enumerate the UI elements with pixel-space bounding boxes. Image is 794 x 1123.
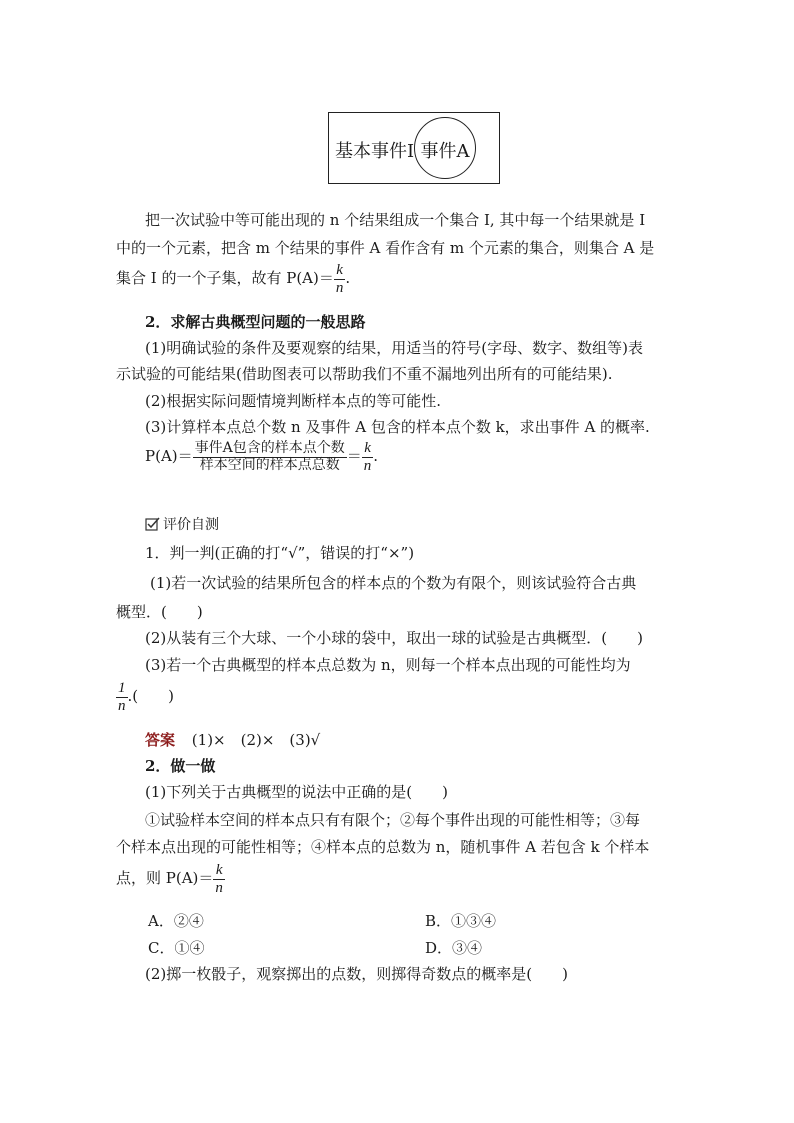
inner-event-label: 事件A [420, 141, 470, 162]
event-circle [414, 117, 476, 179]
q2-fraction-denominator: n [215, 879, 223, 896]
formula-n: n [363, 457, 372, 474]
q1-3-line-2 [116, 680, 174, 714]
q1-heading: 1．判一判(正确的打“√”，错误的打“×”) [145, 544, 415, 562]
q1-3-line-1: (3)若一个古典概型的样本点总数为 n，则每一个样本点出现的可能性均为 [145, 656, 631, 674]
step-1-line-1: (1)明确试验的条件及要观察的结果，用适当的符号(字母、数字、数组等)表 [145, 339, 643, 357]
intro-line-1: 把一次试验中等可能出现的 n 个结果组成一个集合 I, 其中每一个结果就是 I [145, 211, 646, 229]
one-over-n-fraction [116, 680, 128, 714]
option-d: D．③④ [425, 939, 483, 957]
self-test-text: 评价自测 [163, 517, 219, 533]
answer-label: 答案 [145, 731, 176, 749]
outer-set-label: 基本事件I [335, 141, 415, 162]
intro-line-3-prefix: 集合 I 的一个子集，故有 P(A)＝ [116, 269, 334, 287]
q2-1: (1)下列关于古典概型的说法中正确的是( ) [145, 783, 448, 801]
q2-fraction-numerator: k [213, 862, 225, 880]
formula-suffix: . [373, 447, 379, 465]
section-2-heading: 2．求解古典概型问题的一般思路 [145, 313, 366, 331]
formula-k-over-n [362, 440, 374, 474]
q1-2: (2)从装有三个大球、一个小球的袋中，取出一球的试验是古典概型．( ) [145, 629, 643, 647]
q2-heading: 2．做一做 [145, 757, 216, 775]
k-over-n-fraction [334, 262, 346, 296]
intro-line-3-suffix: . [345, 269, 351, 287]
probability-formula [145, 440, 378, 474]
option-c: C．①④ [148, 939, 205, 957]
fraction-denominator: n [335, 279, 344, 296]
formula-numerator: 事件A包含的样本点个数 [194, 440, 345, 457]
q1-1-line-2: 概型．( ) [116, 603, 203, 621]
formula-prefix: P(A)＝ [145, 447, 193, 465]
q1-1-line-1: (1)若一次试验的结果所包含的样本点的个数为有限个，则该试验符合古典 [150, 574, 637, 592]
venn-diagram [328, 112, 500, 184]
formula-main-fraction [193, 441, 347, 473]
one-numerator: 1 [118, 680, 126, 696]
answer-line [145, 729, 320, 750]
intro-line-2: 中的一个元素，把含 m 个结果的事件 A 看作含有 m 个元素的集合，则集合 A 是 [116, 239, 655, 257]
q2-1-body-1: ①试验样本空间的样本点只有有限个；②每个事件出现的可能性相等；③每 [145, 811, 641, 829]
q2-2: (2)掷一枚骰子，观察掷出的点数，则掷得奇数点的概率是( ) [145, 965, 568, 983]
n-denominator: n [118, 697, 126, 714]
q1-3-suffix: .( ) [127, 687, 174, 705]
formula-denominator: 样本空间的样本点总数 [199, 456, 340, 473]
formula-k: k [362, 440, 374, 458]
step-3: (3)计算样本点总个数 n 及事件 A 包含的样本点个数 k，求出事件 A 的概率. [145, 418, 650, 436]
fraction-numerator: k [334, 262, 346, 280]
option-a: A．②④ [148, 912, 204, 930]
intro-line-3 [116, 262, 350, 296]
q2-1-body-3-prefix: 点，则 P(A)＝ [116, 869, 214, 887]
self-test-label [145, 514, 219, 534]
answer-text: (1)× (2)× (3)√ [191, 731, 321, 749]
option-b: B．①③④ [425, 912, 497, 930]
q2-k-over-n-fraction [213, 862, 225, 896]
formula-equals: ＝ [346, 447, 362, 465]
pencil-check-icon [145, 517, 160, 531]
q2-1-body-2: 个样本点出现的可能性相等；④样本点的总数为 n，随机事件 A 若包含 k 个样本 [116, 838, 650, 856]
q2-1-body-3 [116, 862, 225, 896]
step-2: (2)根据实际问题情境判断样本点的等可能性. [145, 392, 442, 410]
step-1-line-2: 示试验的可能结果(借助图表可以帮助我们不重不漏地列出所有的可能结果). [116, 365, 613, 383]
